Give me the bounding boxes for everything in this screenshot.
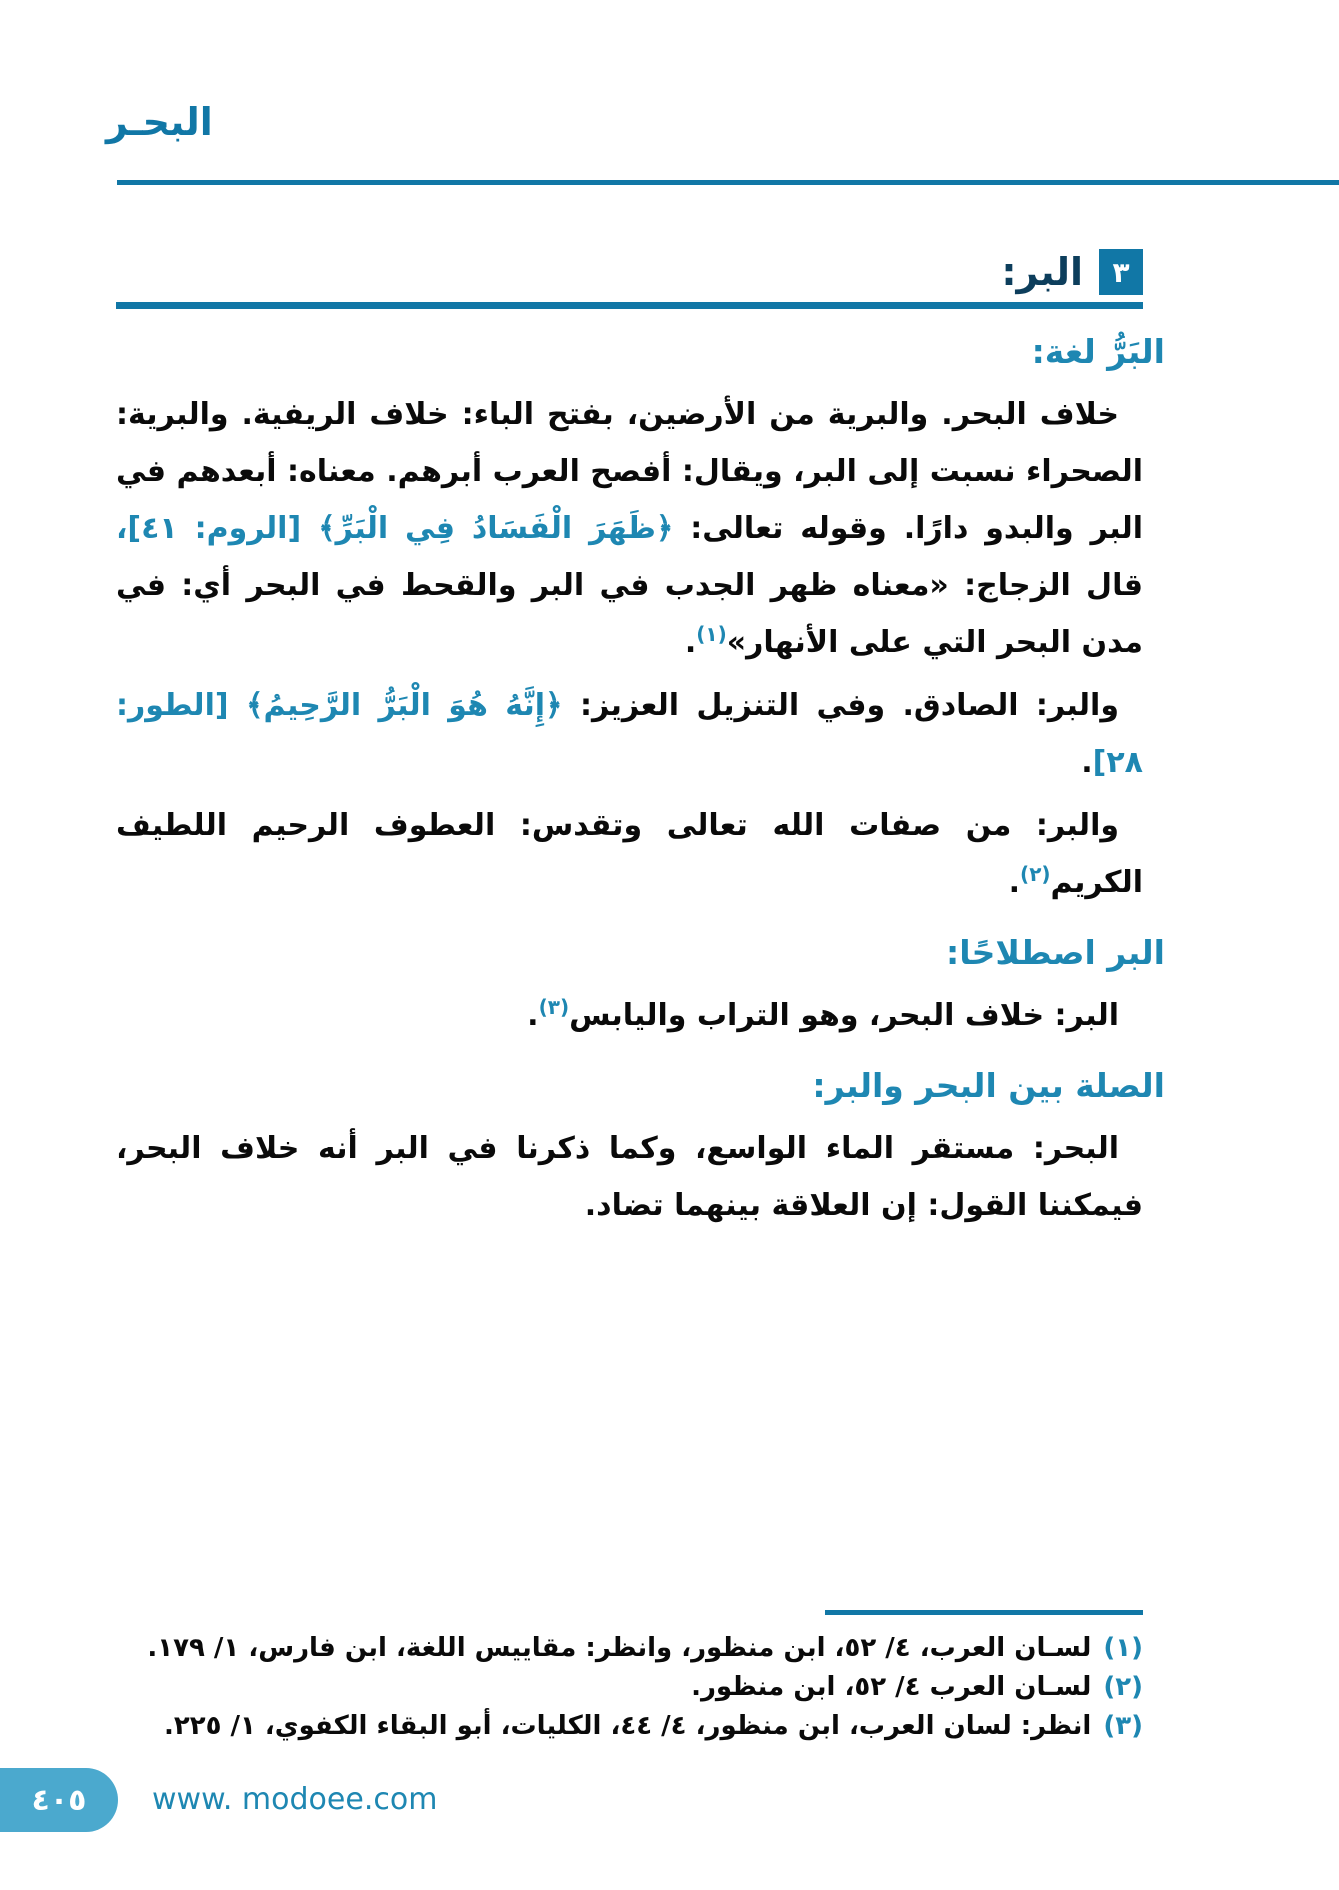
footnote-marker-1: (١)	[696, 622, 727, 646]
subheading-istilah: البر اصطلاحًا:	[946, 933, 1165, 972]
section-heading	[116, 246, 1143, 298]
subheading-lugha: البَرُّ لغة:	[1031, 332, 1165, 371]
quran-verse-tur: ﴿إِنَّهُ هُوَ الْبَرُّ الرَّحِيمُ﴾	[245, 688, 563, 723]
p1-text-after: قال الزجاج: «معناه ظهر الجدب في البر والقحط في البحر أي: في مدن البحر التي على الأنهار»	[116, 568, 1143, 660]
p2-text-before: والبر: الصادق. وفي التنزيل العزيز:	[562, 688, 1119, 723]
paragraph-bar-sadiq	[116, 677, 1143, 791]
section-rule	[116, 302, 1143, 309]
page-number: ٤٠٥	[31, 1782, 87, 1818]
paragraph-sila: البحر: مستقر الماء الواسع، وكما ذكرنا في البر أنه خلاف البحر، فيمكننا القول: إن العلاقة بينهما تضاد.	[116, 1131, 1143, 1223]
footnotes-section	[116, 1610, 1143, 1746]
footnote-marker-3: (٣)	[538, 995, 570, 1019]
paragraph-lugha-definition	[116, 386, 1143, 671]
running-header-title: البحـر	[106, 100, 213, 144]
p3-text: والبر: من صفات الله تعالى وتقدس: العطوف الرحيم اللطيف الكريم	[116, 808, 1143, 900]
section-title: البر:	[1001, 250, 1083, 294]
section-number-box	[1099, 249, 1143, 295]
footnote-number-3: (٣)	[1103, 1711, 1143, 1741]
quran-verse-rum: ﴿ظَهَرَ الْفَسَادُ فِي الْبَرِّ﴾	[318, 511, 674, 546]
section-number: ٣	[1112, 255, 1130, 289]
header-rule	[117, 180, 1339, 185]
page-number-tab	[0, 1768, 118, 1832]
website-link[interactable]: www. modoee.com	[152, 1782, 438, 1817]
p4-period: .	[527, 998, 539, 1033]
footnote-item-3	[116, 1707, 1143, 1746]
footnote-item-1	[116, 1629, 1143, 1668]
p2-period: .	[1081, 745, 1093, 780]
main-content	[116, 324, 1165, 1240]
footnote-text-1: لسـان العرب، ٤/ ٥٢، ابن منظور، وانظر: مقاييس اللغة، ابن فارس، ١/ ١٧٩.	[147, 1633, 1092, 1663]
footnote-number-1: (١)	[1103, 1633, 1143, 1663]
footnote-text-2: لسـان العرب ٤/ ٥٢، ابن منظور.	[691, 1672, 1092, 1702]
footnote-text-3: انظر: لسان العرب، ابن منظور، ٤/ ٤٤، الكليات، أبو البقاء الكفوي، ١/ ٢٢٥.	[163, 1711, 1092, 1741]
subheading-sila: الصلة بين البحر والبر:	[812, 1066, 1165, 1105]
p4-text: البر: خلاف البحر، وهو التراب واليابس	[569, 998, 1119, 1033]
footnotes-rule	[825, 1610, 1143, 1615]
p3-period: .	[1008, 865, 1021, 900]
p1-text-before: خلاف البحر. والبرية من الأرضين، بفتح الباء: خلاف الريفية. والبرية: الصحراء نسبت إلى البر، ويقال: أفصح العرب أبرهم. معناه: أبعدهم في البر والبدو دارًا. وقوله تعالى:	[116, 397, 1143, 546]
verse-ref-rum: [الروم: ٤١]،	[116, 511, 319, 546]
paragraph-bar-sifat	[116, 797, 1143, 911]
p1-period: .	[684, 625, 697, 660]
paragraph-istilah-definition	[116, 987, 1143, 1044]
verse-ref-tur: [الطور: ٢٨]	[116, 688, 1143, 780]
footnote-item-2	[116, 1668, 1143, 1707]
footnote-number-2: (٢)	[1103, 1672, 1143, 1702]
footnote-marker-2: (٢)	[1020, 862, 1051, 886]
